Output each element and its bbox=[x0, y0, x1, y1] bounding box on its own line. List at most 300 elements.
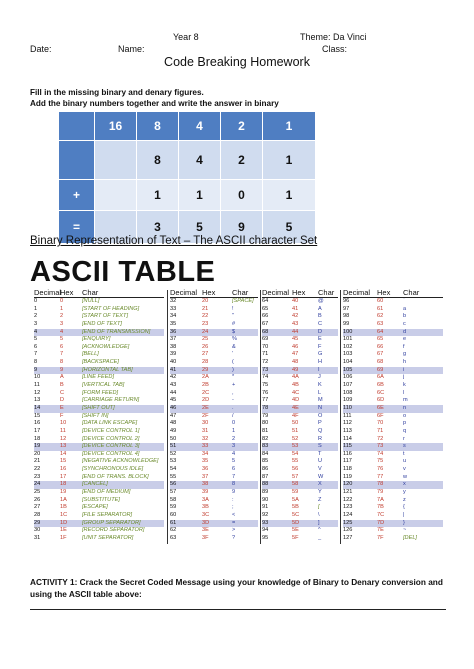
ascii-hex: 70 bbox=[377, 420, 384, 427]
ascii-row bbox=[170, 359, 258, 367]
ascii-char: ? bbox=[232, 534, 236, 541]
ascii-decimal: 56 bbox=[170, 481, 177, 488]
ascii-char: [BACKSPACE] bbox=[82, 359, 119, 366]
binary-cell: + bbox=[59, 180, 95, 211]
ascii-char: ( bbox=[232, 359, 234, 366]
ascii-char: [CARRIAGE RETURN] bbox=[82, 397, 140, 404]
ascii-decimal: 10 bbox=[34, 374, 41, 381]
ascii-row bbox=[34, 351, 164, 359]
ascii-decimal: 8 bbox=[34, 359, 38, 366]
ascii-hex: 31 bbox=[202, 427, 209, 434]
ascii-row bbox=[343, 344, 443, 352]
ascii-decimal: 1 bbox=[34, 305, 38, 312]
ascii-row bbox=[34, 535, 164, 543]
ascii-char: w bbox=[403, 473, 408, 480]
ascii-decimal: 25 bbox=[34, 489, 41, 496]
ascii-decimal: 28 bbox=[34, 511, 41, 518]
ascii-char: [DEVICE CONTROL 4] bbox=[82, 450, 140, 457]
ascii-char: W bbox=[318, 473, 324, 480]
ascii-row bbox=[262, 336, 338, 344]
ascii-hex: 24 bbox=[202, 328, 209, 335]
ascii-decimal: 14 bbox=[34, 404, 41, 411]
binary-cell: 1 bbox=[263, 112, 316, 141]
ascii-hex: 23 bbox=[202, 320, 209, 327]
ascii-row bbox=[262, 443, 338, 451]
ascii-decimal: 29 bbox=[34, 519, 41, 526]
ascii-row bbox=[34, 512, 164, 520]
ascii-row bbox=[262, 535, 338, 543]
ascii-char: N bbox=[318, 404, 323, 411]
ascii-hex: E bbox=[60, 404, 64, 411]
ascii-char: [RECORD SEPARATOR] bbox=[82, 527, 145, 534]
ascii-char: s bbox=[403, 443, 406, 450]
ascii-char: ^ bbox=[318, 527, 321, 534]
ascii-char: e bbox=[403, 336, 407, 343]
binary-cell: 3 bbox=[137, 211, 179, 244]
ascii-row bbox=[262, 351, 338, 359]
ascii-decimal: 123 bbox=[343, 504, 353, 511]
ascii-hex: 71 bbox=[377, 427, 384, 434]
ascii-row bbox=[170, 527, 258, 535]
ascii-decimal: 71 bbox=[262, 351, 269, 358]
binary-table bbox=[58, 111, 316, 244]
ascii-hex: 41 bbox=[292, 305, 299, 312]
ascii-row bbox=[170, 321, 258, 329]
ascii-hex: 1F bbox=[60, 534, 67, 541]
ascii-row bbox=[262, 481, 338, 489]
ascii-row bbox=[34, 329, 164, 337]
ascii-row bbox=[34, 313, 164, 321]
binary-cell: 16 bbox=[95, 112, 137, 141]
ascii-char: 2 bbox=[232, 435, 236, 442]
ascii-hex: 3F bbox=[202, 534, 209, 541]
ascii-char: " bbox=[232, 313, 234, 320]
ascii-hex: 52 bbox=[292, 435, 299, 442]
ascii-hex: 3 bbox=[60, 320, 64, 327]
ascii-hex: 59 bbox=[292, 489, 299, 496]
ascii-row bbox=[262, 436, 338, 444]
ascii-row bbox=[170, 329, 258, 337]
ascii-row bbox=[170, 405, 258, 413]
ascii-row bbox=[170, 443, 258, 451]
ascii-hex: 17 bbox=[60, 473, 67, 480]
ascii-decimal: 113 bbox=[343, 427, 352, 434]
ascii-row bbox=[262, 359, 338, 367]
ascii-hex: 2A bbox=[202, 374, 209, 381]
ascii-row bbox=[343, 390, 443, 398]
ascii-char: o bbox=[403, 412, 407, 419]
ascii-decimal: 82 bbox=[262, 435, 269, 442]
ascii-decimal: 41 bbox=[170, 366, 177, 373]
binary-table-row bbox=[59, 141, 316, 180]
ascii-decimal: 108 bbox=[343, 389, 353, 396]
ascii-row bbox=[170, 520, 258, 528]
ascii-decimal: 15 bbox=[34, 412, 41, 419]
ascii-hex: 4E bbox=[292, 404, 299, 411]
ascii-char: A bbox=[318, 305, 322, 312]
ascii-header-row bbox=[34, 288, 164, 298]
ascii-hex: 2F bbox=[202, 412, 209, 419]
ascii-hex: 49 bbox=[292, 366, 299, 373]
ascii-decimal: 6 bbox=[34, 343, 38, 350]
column-divider bbox=[260, 290, 261, 544]
ascii-char: [GROUP SEPARATOR] bbox=[82, 519, 141, 526]
ascii-decimal: 60 bbox=[170, 511, 177, 518]
ascii-char: [FORM FEED] bbox=[82, 389, 119, 396]
binary-cell: 1 bbox=[137, 180, 179, 211]
ascii-row bbox=[262, 329, 338, 337]
ascii-header-cell: Char bbox=[403, 288, 420, 297]
year-label: Year 8 bbox=[173, 32, 199, 42]
binary-table-header-row bbox=[59, 112, 316, 141]
ascii-decimal: 126 bbox=[343, 527, 353, 534]
ascii-char: K bbox=[318, 382, 322, 389]
ascii-hex: 7C bbox=[377, 511, 385, 518]
ascii-row bbox=[170, 397, 258, 405]
ascii-hex: 45 bbox=[292, 336, 299, 343]
ascii-row bbox=[34, 520, 164, 528]
ascii-char: ` bbox=[403, 298, 405, 304]
ascii-char: [END OF TRANSMISSION] bbox=[82, 328, 151, 335]
ascii-decimal: 112 bbox=[343, 420, 352, 427]
ascii-hex: 4B bbox=[292, 382, 299, 389]
ascii-char: F bbox=[318, 343, 322, 350]
ascii-row bbox=[170, 512, 258, 520]
ascii-row bbox=[262, 504, 338, 512]
ascii-decimal: 109 bbox=[343, 397, 353, 404]
ascii-decimal: 62 bbox=[170, 527, 177, 534]
binary-cell: 1 bbox=[263, 141, 316, 180]
ascii-hex: 33 bbox=[202, 443, 209, 450]
name-field-label: Name: bbox=[118, 44, 145, 54]
ascii-row bbox=[343, 367, 443, 375]
ascii-char: [DEVICE CONTROL 1] bbox=[82, 427, 140, 434]
ascii-hex: 10 bbox=[60, 420, 67, 427]
ascii-row bbox=[170, 336, 258, 344]
ascii-char: | bbox=[403, 511, 405, 518]
ascii-hex: 37 bbox=[202, 473, 209, 480]
ascii-char: f bbox=[403, 343, 405, 350]
ascii-hex: 27 bbox=[202, 351, 209, 358]
ascii-column-3 bbox=[262, 288, 338, 543]
ascii-hex: 64 bbox=[377, 328, 384, 335]
ascii-hex: 18 bbox=[60, 481, 67, 488]
ascii-decimal: 3 bbox=[34, 320, 38, 327]
ascii-char: [END OF TRANS. BLOCK] bbox=[82, 473, 149, 480]
ascii-decimal: 34 bbox=[170, 313, 177, 320]
ascii-char: E bbox=[318, 336, 322, 343]
ascii-hex: 7D bbox=[377, 519, 385, 526]
ascii-decimal: 81 bbox=[262, 427, 269, 434]
ascii-hex: 5D bbox=[292, 519, 300, 526]
ascii-hex: 60 bbox=[377, 298, 384, 304]
ascii-hex: 16 bbox=[60, 466, 67, 473]
ascii-decimal: 110 bbox=[343, 404, 352, 411]
ascii-hex: 1D bbox=[60, 519, 68, 526]
ascii-row bbox=[262, 313, 338, 321]
ascii-decimal: 7 bbox=[34, 351, 38, 358]
ascii-row bbox=[262, 382, 338, 390]
ascii-row bbox=[262, 466, 338, 474]
instruction-2: Add the binary numbers together and write the answer in binary bbox=[30, 99, 279, 108]
ascii-hex: 7F bbox=[377, 534, 384, 541]
ascii-hex: 38 bbox=[202, 481, 209, 488]
ascii-row bbox=[262, 527, 338, 535]
binary-cell: 1 bbox=[179, 180, 221, 211]
ascii-row bbox=[34, 466, 164, 474]
ascii-hex: 6C bbox=[377, 389, 385, 396]
ascii-decimal: 53 bbox=[170, 458, 177, 465]
ascii-row bbox=[343, 313, 443, 321]
ascii-hex: 2D bbox=[202, 397, 210, 404]
ascii-row bbox=[34, 321, 164, 329]
ascii-row bbox=[34, 390, 164, 398]
ascii-row bbox=[343, 382, 443, 390]
ascii-char: [VERTICAL TAB] bbox=[82, 382, 125, 389]
ascii-char: k bbox=[403, 382, 406, 389]
ascii-hex: 2 bbox=[60, 313, 64, 320]
ascii-row bbox=[34, 451, 164, 459]
ascii-hex: 50 bbox=[292, 420, 299, 427]
ascii-row bbox=[262, 390, 338, 398]
ascii-hex: 12 bbox=[60, 435, 67, 442]
ascii-row bbox=[343, 512, 443, 520]
ascii-row bbox=[343, 321, 443, 329]
ascii-hex: 65 bbox=[377, 336, 384, 343]
ascii-char: % bbox=[232, 336, 237, 343]
ascii-decimal: 5 bbox=[34, 336, 38, 343]
ascii-hex: 4F bbox=[292, 412, 299, 419]
ascii-hex: 20 bbox=[202, 298, 209, 304]
ascii-row bbox=[170, 367, 258, 375]
ascii-char: [UNIT SEPARATOR] bbox=[82, 534, 134, 541]
ascii-row bbox=[170, 351, 258, 359]
ascii-row bbox=[262, 520, 338, 528]
ascii-hex: 62 bbox=[377, 313, 384, 320]
ascii-row bbox=[262, 413, 338, 421]
ascii-hex: 28 bbox=[202, 359, 209, 366]
ascii-decimal: 36 bbox=[170, 328, 177, 335]
ascii-decimal: 89 bbox=[262, 489, 269, 496]
ascii-hex: 53 bbox=[292, 443, 299, 450]
ascii-hex: 54 bbox=[292, 450, 299, 457]
ascii-row bbox=[34, 397, 164, 405]
ascii-hex: 1B bbox=[60, 504, 67, 511]
ascii-decimal: 18 bbox=[34, 435, 41, 442]
ascii-decimal: 87 bbox=[262, 473, 269, 480]
ascii-char: a bbox=[403, 305, 407, 312]
ascii-row bbox=[170, 436, 258, 444]
ascii-char: [NEGATIVE ACKNOWLEDGE] bbox=[82, 458, 159, 465]
ascii-header-cell: Hex bbox=[202, 288, 216, 297]
ascii-hex: 76 bbox=[377, 466, 384, 473]
ascii-row bbox=[262, 374, 338, 382]
ascii-hex: 3E bbox=[202, 527, 209, 534]
ascii-row bbox=[262, 458, 338, 466]
ascii-char: @ bbox=[318, 298, 324, 304]
ascii-row bbox=[170, 413, 258, 421]
ascii-hex: 26 bbox=[202, 343, 209, 350]
ascii-hex: 1C bbox=[60, 511, 68, 518]
ascii-decimal: 96 bbox=[343, 298, 350, 304]
ascii-decimal: 127 bbox=[343, 534, 353, 541]
ascii-hex: 29 bbox=[202, 366, 209, 373]
ascii-decimal: 42 bbox=[170, 374, 177, 381]
ascii-decimal: 27 bbox=[34, 504, 41, 511]
ascii-row bbox=[34, 436, 164, 444]
ascii-char: r bbox=[403, 435, 405, 442]
ascii-row bbox=[343, 351, 443, 359]
binary-cell bbox=[59, 141, 95, 180]
ascii-hex: 22 bbox=[202, 313, 209, 320]
ascii-char: [SYNCHRONOUS IDLE] bbox=[82, 466, 144, 473]
ascii-hex: 69 bbox=[377, 366, 384, 373]
ascii-hex: 1A bbox=[60, 496, 67, 503]
ascii-hex: 43 bbox=[292, 320, 299, 327]
ascii-decimal: 88 bbox=[262, 481, 269, 488]
ascii-char: [START OF TEXT] bbox=[82, 313, 128, 320]
ascii-row bbox=[262, 405, 338, 413]
ascii-hex: 7 bbox=[60, 351, 64, 358]
ascii-hex: 5E bbox=[292, 527, 299, 534]
ascii-decimal: 125 bbox=[343, 519, 353, 526]
ascii-char: [ bbox=[318, 504, 320, 511]
ascii-char: Z bbox=[318, 496, 322, 503]
ascii-char: [LINE FEED] bbox=[82, 374, 115, 381]
ascii-decimal: 94 bbox=[262, 527, 269, 534]
ascii-char: [CANCEL] bbox=[82, 481, 108, 488]
ascii-char: z bbox=[403, 496, 406, 503]
ascii-hex: 6E bbox=[377, 404, 384, 411]
ascii-char: g bbox=[403, 351, 407, 358]
ascii-hex: 32 bbox=[202, 435, 209, 442]
ascii-decimal: 79 bbox=[262, 412, 269, 419]
ascii-row bbox=[262, 344, 338, 352]
ascii-hex: F bbox=[60, 412, 64, 419]
ascii-decimal: 48 bbox=[170, 420, 177, 427]
ascii-row bbox=[262, 420, 338, 428]
ascii-hex: B bbox=[60, 382, 64, 389]
ascii-char: T bbox=[318, 450, 322, 457]
ascii-char: t bbox=[403, 450, 405, 457]
ascii-row bbox=[343, 336, 443, 344]
date-field-label: Date: bbox=[30, 44, 52, 54]
ascii-row bbox=[343, 504, 443, 512]
ascii-decimal: 50 bbox=[170, 435, 177, 442]
ascii-header-row bbox=[343, 288, 443, 298]
ascii-row bbox=[262, 497, 338, 505]
binary-cell bbox=[59, 112, 95, 141]
ascii-decimal: 105 bbox=[343, 366, 353, 373]
ascii-hex: C bbox=[60, 389, 65, 396]
class-field-label: Class: bbox=[322, 44, 348, 54]
ascii-decimal: 40 bbox=[170, 359, 177, 366]
ascii-char: [SHIFT OUT] bbox=[82, 404, 115, 411]
ascii-hex: 42 bbox=[292, 313, 299, 320]
ascii-row bbox=[343, 458, 443, 466]
ascii-decimal: 9 bbox=[34, 366, 38, 373]
ascii-hex: 6B bbox=[377, 382, 384, 389]
ascii-char: ] bbox=[318, 519, 320, 526]
ascii-row bbox=[34, 413, 164, 421]
ascii-char: 5 bbox=[232, 458, 236, 465]
ascii-row bbox=[262, 367, 338, 375]
ascii-hex: 51 bbox=[292, 427, 299, 434]
ascii-hex: 11 bbox=[60, 427, 66, 434]
binary-cell: 9 bbox=[221, 211, 263, 244]
ascii-char: X bbox=[318, 481, 322, 488]
ascii-decimal: 26 bbox=[34, 496, 41, 503]
ascii-hex: 40 bbox=[292, 298, 299, 304]
ascii-char: Y bbox=[318, 489, 322, 496]
ascii-decimal: 86 bbox=[262, 466, 269, 473]
ascii-decimal: 84 bbox=[262, 450, 269, 457]
ascii-decimal: 95 bbox=[262, 534, 269, 541]
ascii-row bbox=[34, 344, 164, 352]
ascii-decimal: 80 bbox=[262, 420, 269, 427]
ascii-row bbox=[262, 489, 338, 497]
ascii-row bbox=[262, 397, 338, 405]
ascii-char: [ACKNOWLEDGE] bbox=[82, 343, 130, 350]
ascii-char: i bbox=[403, 366, 405, 373]
ascii-row bbox=[34, 336, 164, 344]
ascii-char: G bbox=[318, 351, 323, 358]
ascii-char: L bbox=[318, 389, 322, 396]
activity-instruction: ACTIVITY 1: Crack the Secret Coded Message using your knowledge of Binary to Denary conversion and using the ASCII table above: bbox=[30, 577, 443, 599]
ascii-decimal: 19 bbox=[34, 443, 41, 450]
ascii-row bbox=[343, 466, 443, 474]
binary-cell: 8 bbox=[137, 141, 179, 180]
ascii-hex: 7E bbox=[377, 527, 384, 534]
ascii-column-2 bbox=[170, 288, 258, 543]
ascii-hex: 6D bbox=[377, 397, 385, 404]
ascii-decimal: 37 bbox=[170, 336, 177, 343]
ascii-char: - bbox=[232, 397, 234, 404]
ascii-char: Q bbox=[318, 427, 323, 434]
ascii-char: y bbox=[403, 489, 406, 496]
ascii-hex: 25 bbox=[202, 336, 209, 343]
ascii-row bbox=[34, 481, 164, 489]
ascii-char: U bbox=[318, 458, 323, 465]
ascii-decimal: 23 bbox=[34, 473, 41, 480]
ascii-hex: 46 bbox=[292, 343, 299, 350]
ascii-char: ! bbox=[232, 305, 234, 312]
ascii-hex: 73 bbox=[377, 443, 384, 450]
ascii-hex: 14 bbox=[60, 450, 67, 457]
ascii-hex: 48 bbox=[292, 359, 299, 366]
ascii-row bbox=[34, 374, 164, 382]
ascii-row bbox=[170, 489, 258, 497]
ascii-hex: 7B bbox=[377, 504, 384, 511]
ascii-decimal: 119 bbox=[343, 473, 352, 480]
ascii-decimal: 67 bbox=[262, 320, 269, 327]
ascii-row bbox=[170, 481, 258, 489]
ascii-row bbox=[34, 306, 164, 314]
ascii-hex: 2B bbox=[202, 382, 209, 389]
ascii-char: v bbox=[403, 466, 406, 473]
ascii-row bbox=[170, 313, 258, 321]
ascii-decimal: 75 bbox=[262, 382, 269, 389]
ascii-decimal: 49 bbox=[170, 427, 177, 434]
ascii-row bbox=[343, 329, 443, 337]
ascii-decimal: 45 bbox=[170, 397, 177, 404]
ascii-decimal: 52 bbox=[170, 450, 177, 457]
binary-cell: 4 bbox=[179, 112, 221, 141]
ascii-char: } bbox=[403, 519, 405, 526]
instruction-1: Fill in the missing binary and denary figures. bbox=[30, 88, 204, 97]
binary-cell: = bbox=[59, 211, 95, 244]
ascii-decimal: 107 bbox=[343, 382, 353, 389]
